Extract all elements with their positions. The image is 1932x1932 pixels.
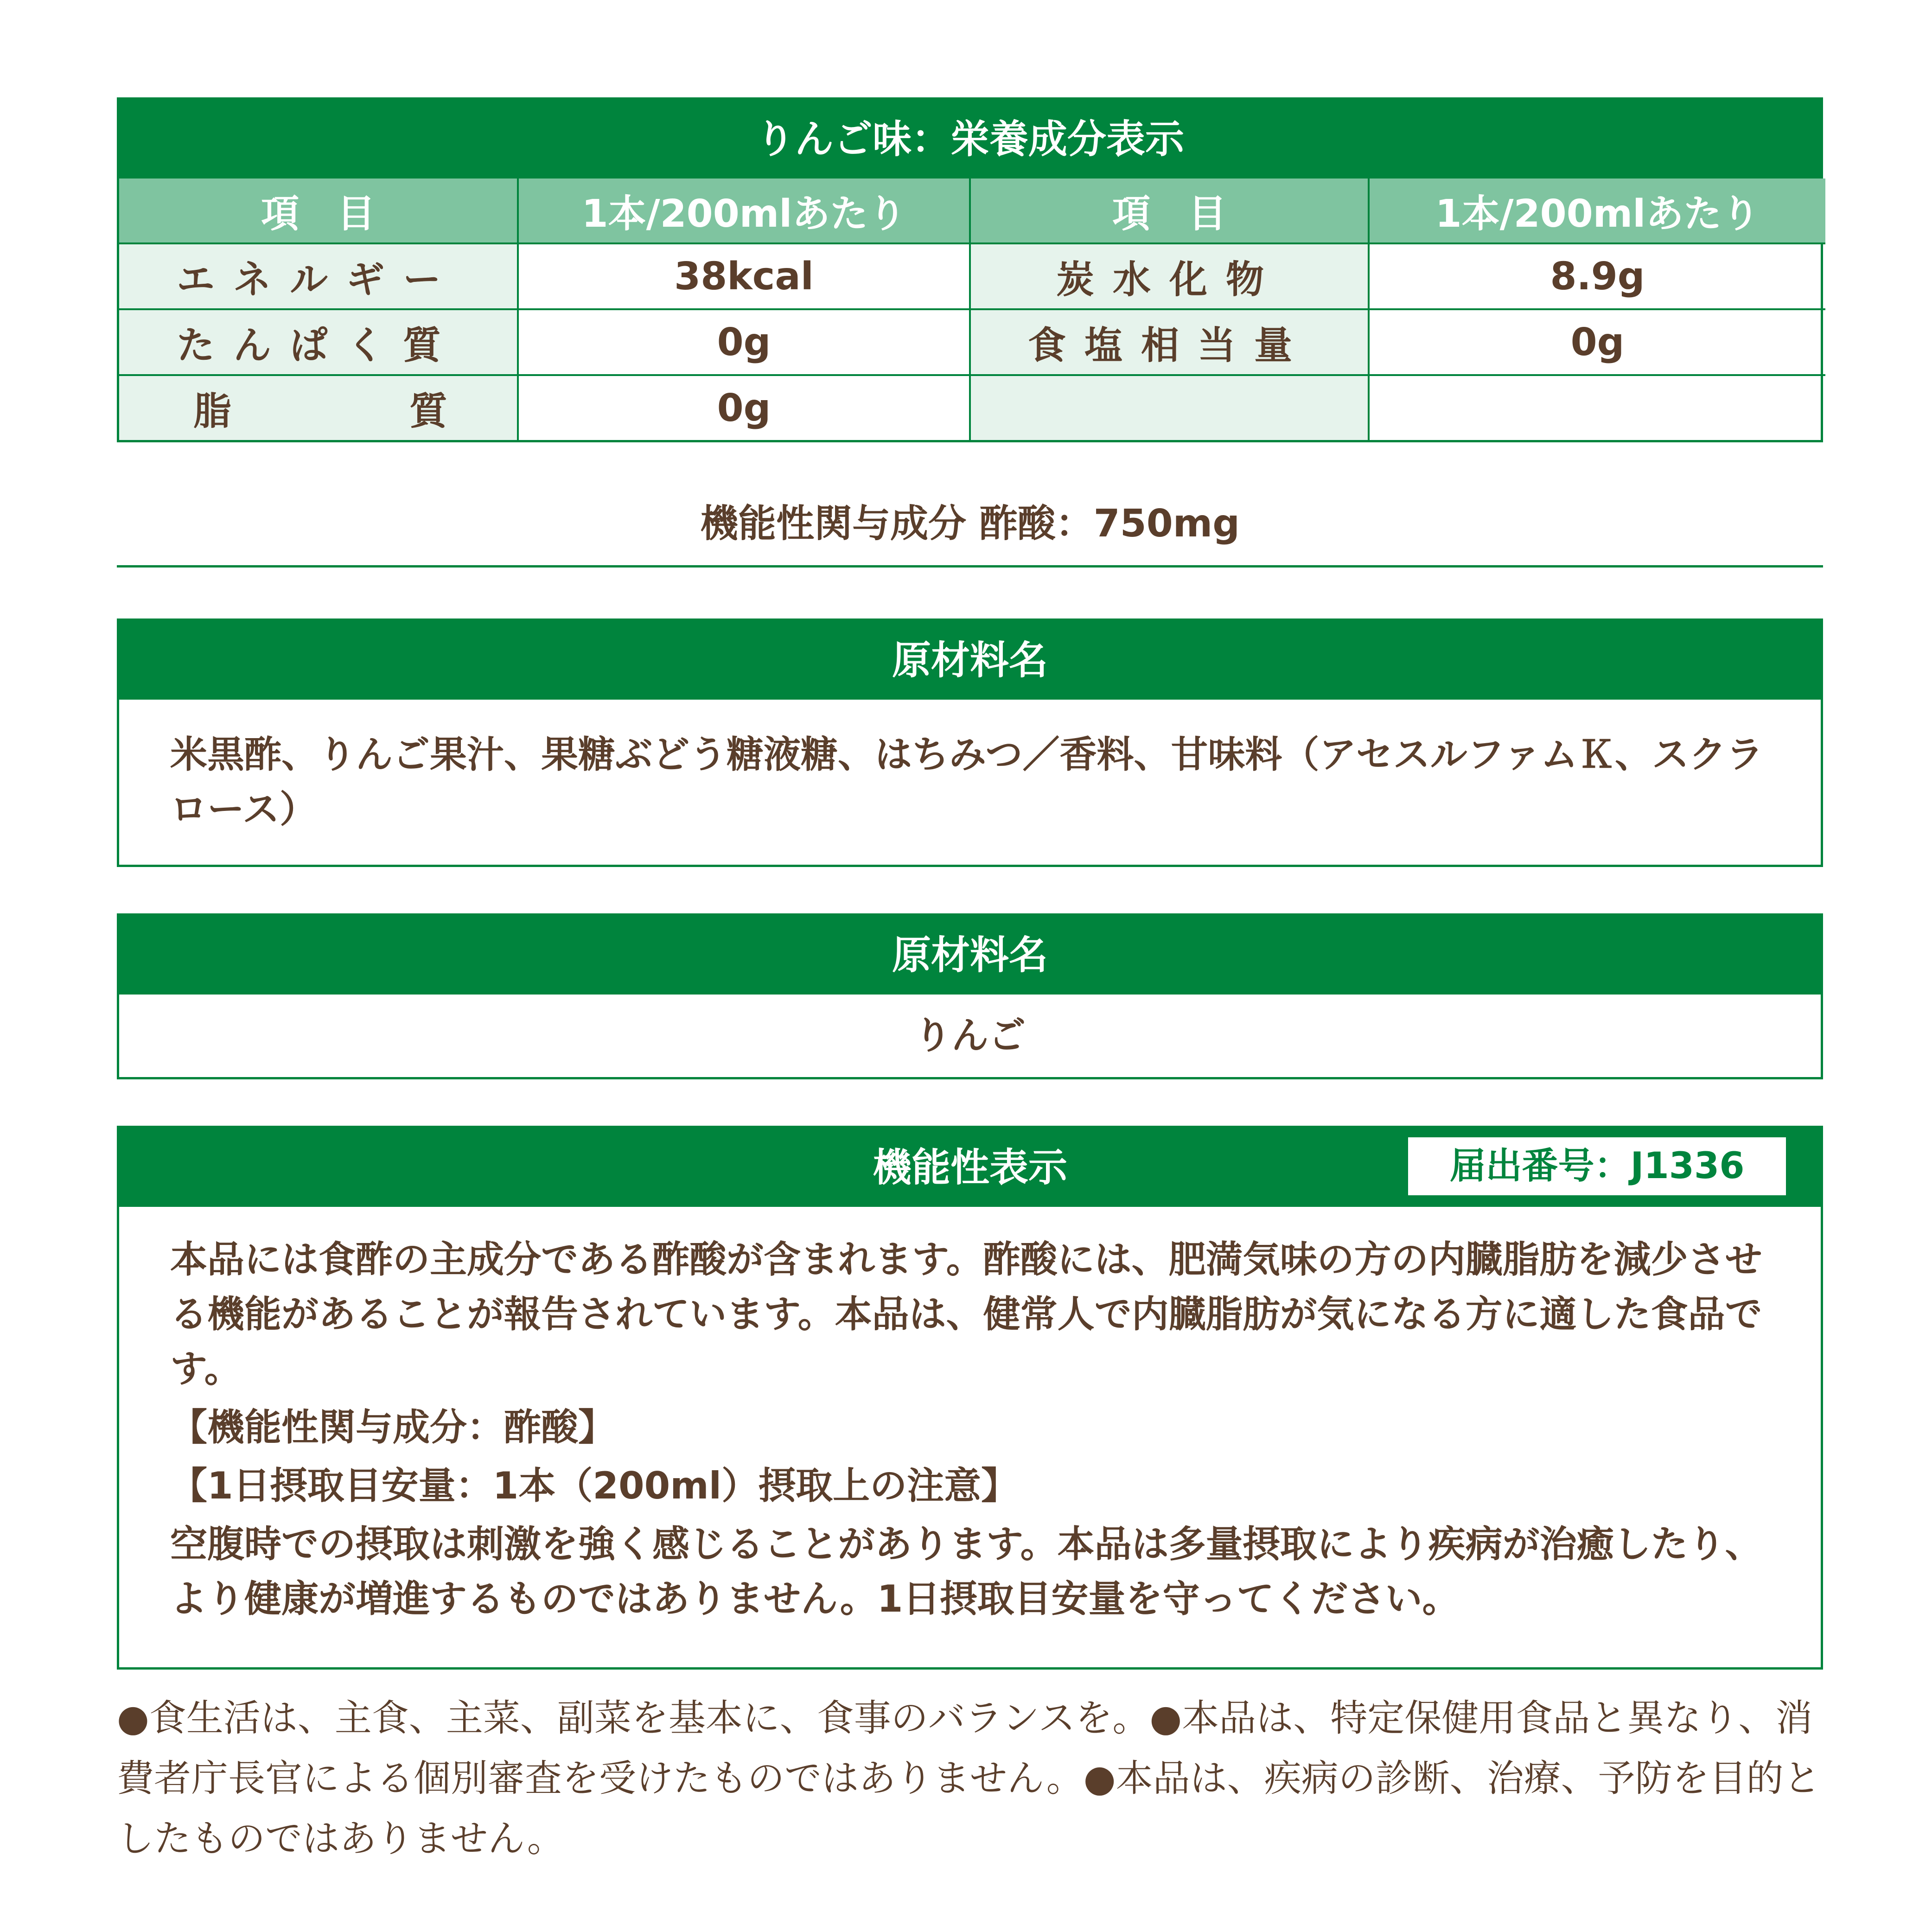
ingredients-text-2: りんご xyxy=(914,1014,1026,1057)
nutrient-value: 0g xyxy=(518,375,970,440)
ingredients-title: 原材料名 xyxy=(119,621,1821,700)
claim-paragraph: 【機能性関与成分：酢酸】 xyxy=(170,1406,615,1449)
fat-label-part-1: 脂 xyxy=(193,389,232,434)
fat-label-part-2: 質 xyxy=(409,389,447,434)
claim-paragraph: 【1日摂取目安量：1本（200ml）摂取上の注意】 xyxy=(170,1464,1019,1507)
ingredients-text: 米黒酢、りんご果汁、果糖ぶどう糖液糖、はちみつ／香料、甘味料（アセスルファムＫ、スクラロース） xyxy=(170,733,1763,831)
nutrient-value: 8.9g xyxy=(1369,243,1825,309)
nutrient-label: 食塩相当量 xyxy=(970,309,1369,375)
nutrition-title: りんご味：栄養成分表示 xyxy=(119,100,1821,179)
nutrient-label: 炭水化物 xyxy=(970,243,1369,309)
nutrition-table xyxy=(117,97,1823,442)
nutrition-grid xyxy=(119,179,1825,440)
nutrient-label: たんぱく質 xyxy=(119,309,518,375)
header-item-1: 項 目 xyxy=(119,179,518,243)
nutrition-row xyxy=(119,309,1825,375)
claim-paragraph: 本品には食酢の主成分である酢酸が含まれます。酢酸には、肥満気味の方の内臓脂肪を減少させる機能があることが報告されています。本品は、健常人で内臓脂肪が気になる方に適した食品です。 xyxy=(170,1238,1762,1390)
header-per-2: 1本/200mlあたり xyxy=(1369,179,1825,243)
nutrient-label-empty xyxy=(970,375,1369,440)
label-sheet xyxy=(117,97,1823,1869)
nutrient-value-empty xyxy=(1369,375,1825,440)
nutrition-header-row xyxy=(119,179,1825,243)
functional-claim-title: 機能性表示 xyxy=(872,1145,1067,1190)
footnotes: ●食生活は、主食、主菜、副菜を基本に、食事のバランスを。●本品は、特定保健用食品と異なり、消費者庁長官による個別審査を受けたものではありません。●本品は、疾病の診断、治療、予防を目的としたものではありません。 xyxy=(117,1696,1821,1860)
ingredients-box-2 xyxy=(117,913,1823,1079)
ingredients-box xyxy=(117,618,1823,867)
nutrient-label-fat xyxy=(119,375,518,440)
nutrient-value: 38kcal xyxy=(518,243,970,309)
functional-claim-header xyxy=(119,1128,1821,1207)
header-item-2: 項 目 xyxy=(970,179,1369,243)
nutrient-value: 0g xyxy=(1369,309,1825,375)
functional-claim-body xyxy=(119,1207,1821,1667)
notification-number-badge: 届出番号：J1336 xyxy=(1408,1137,1786,1195)
nutrition-row xyxy=(119,243,1825,309)
ingredients-title-2: 原材料名 xyxy=(119,916,1821,995)
functional-component-line: 機能性関与成分 酢酸：750mg xyxy=(117,493,1823,567)
claim-paragraph: 空腹時での摂取は刺激を強く感じることがあります。本品は多量摂取により疾病が治癒したり、より健康が増進するものではありません。1日摂取目安量を守ってください。 xyxy=(170,1523,1762,1620)
nutrition-row xyxy=(119,375,1825,440)
nutrient-value: 0g xyxy=(518,309,970,375)
nutrient-label: エネルギー xyxy=(119,243,518,309)
header-per-1: 1本/200mlあたり xyxy=(518,179,970,243)
functional-claim-box xyxy=(117,1126,1823,1670)
